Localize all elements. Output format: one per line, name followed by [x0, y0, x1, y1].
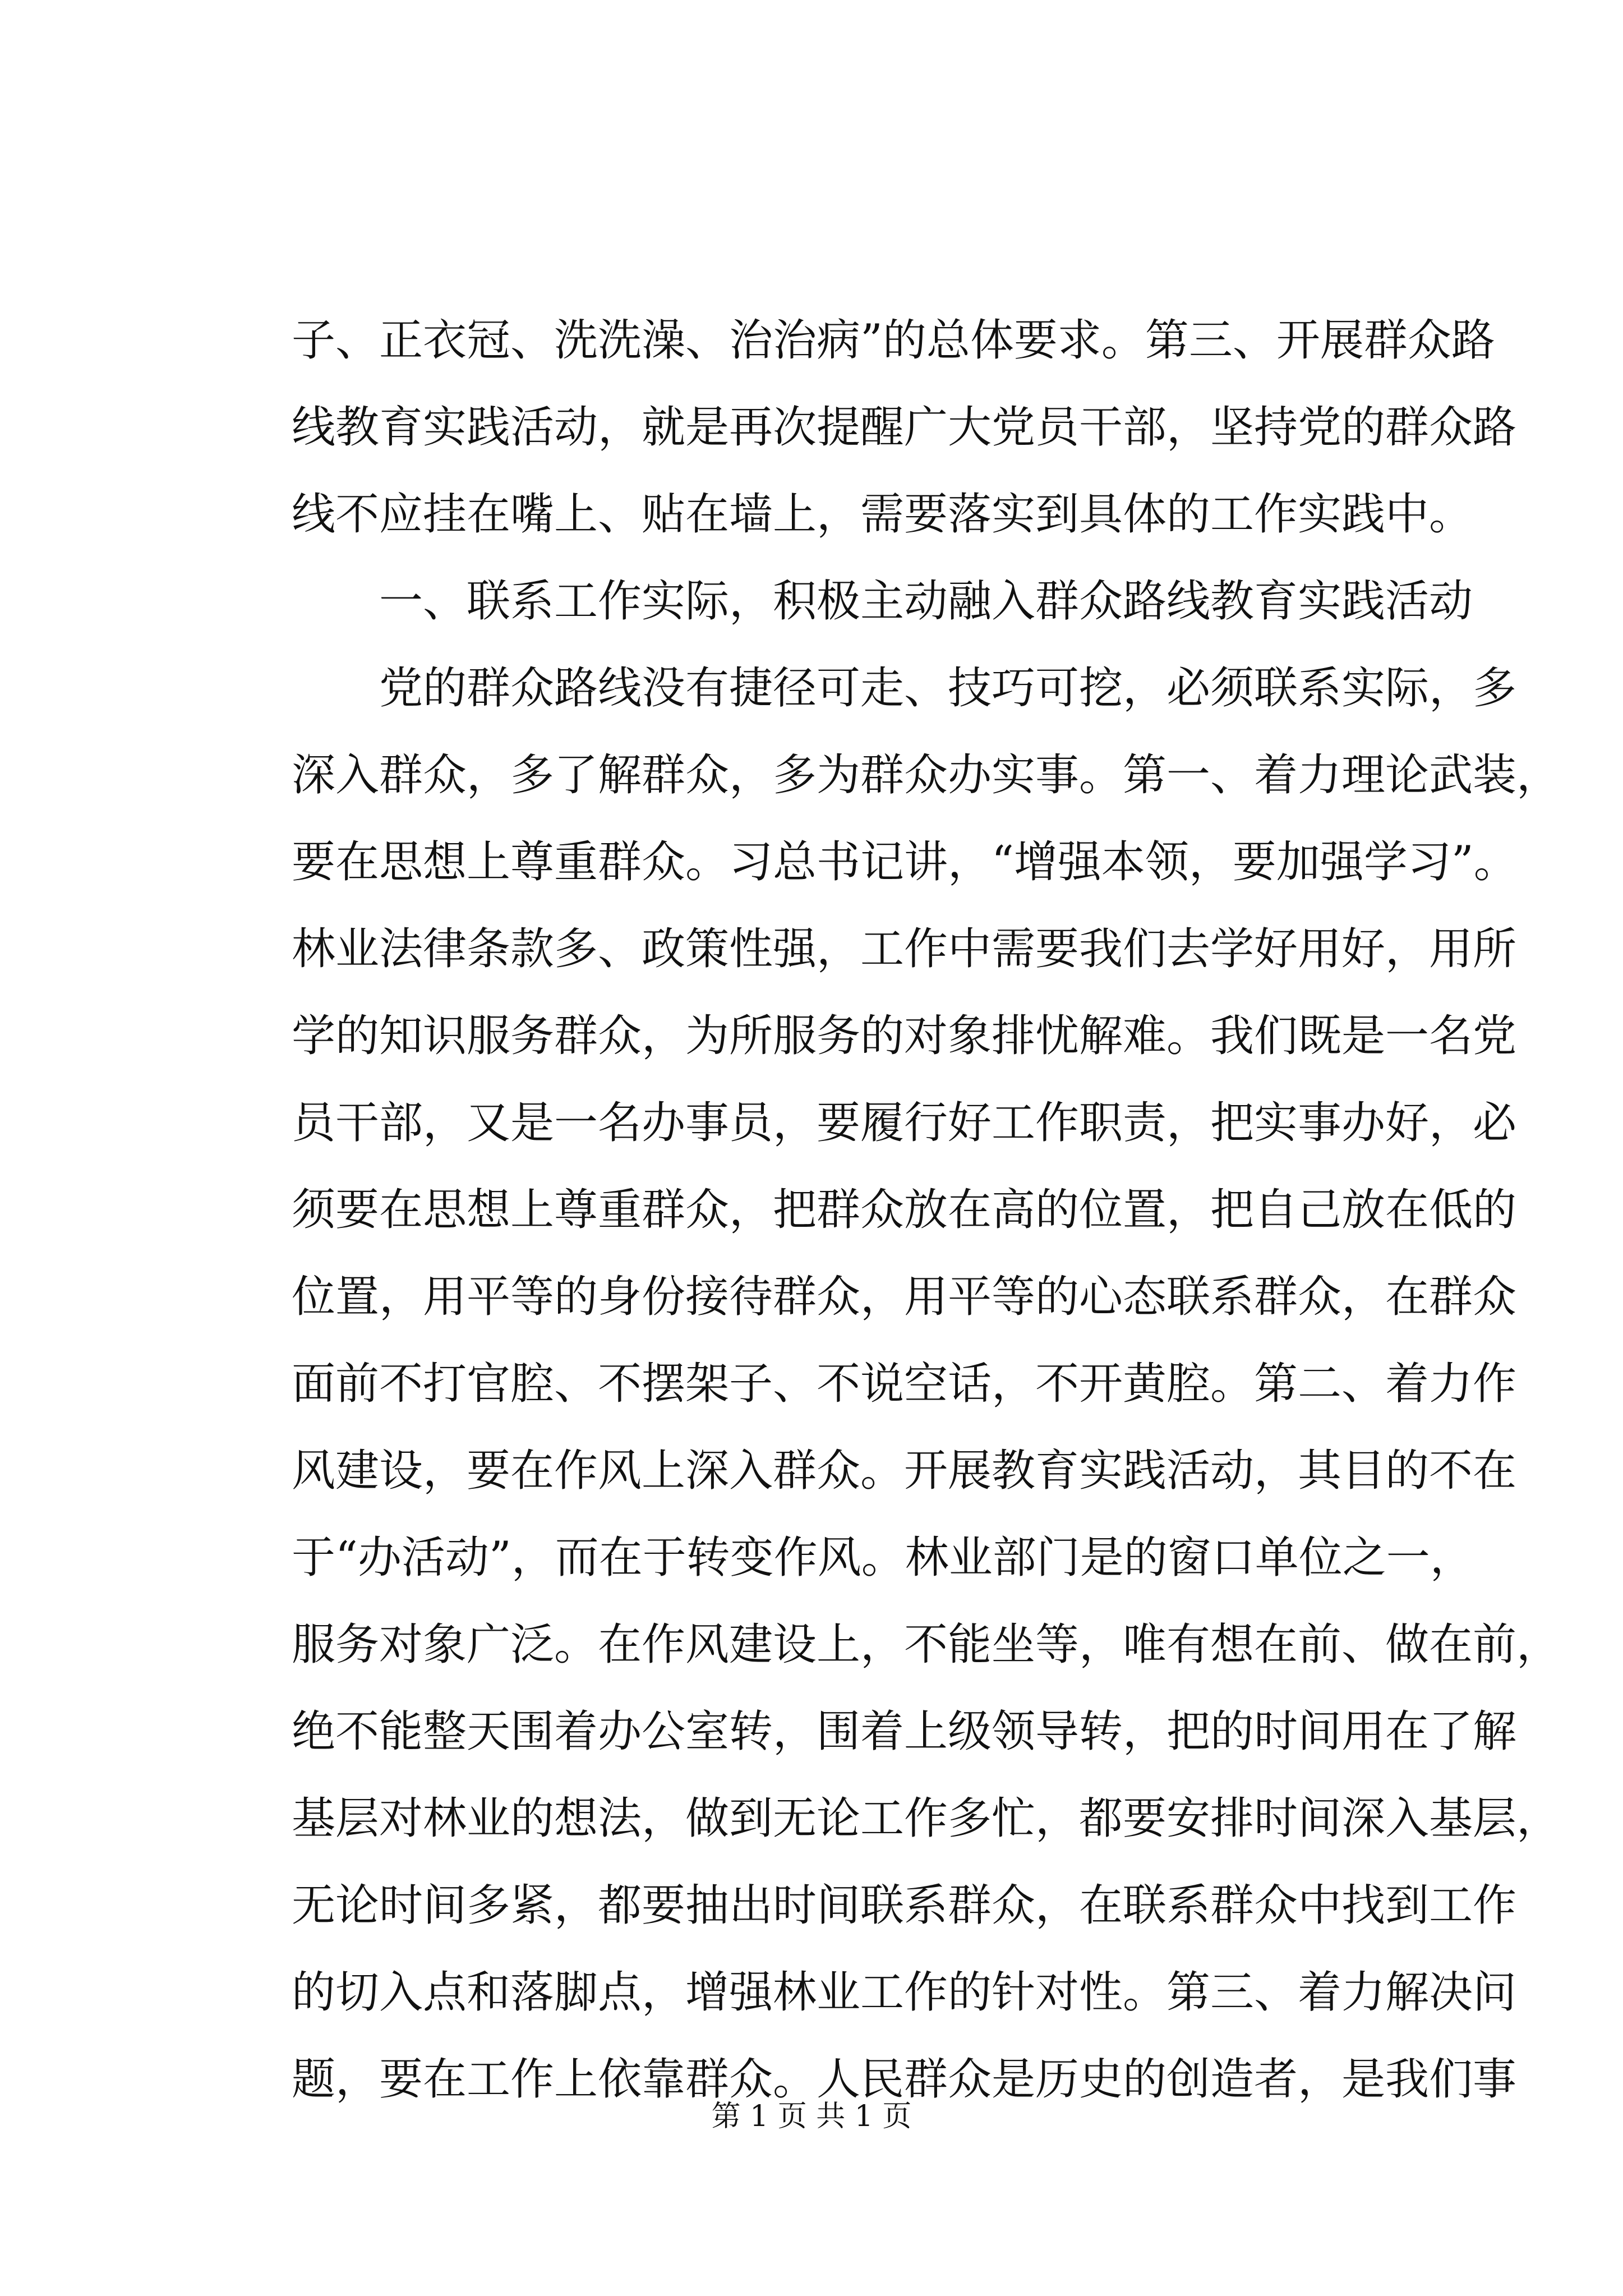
text-line: 服务对象广泛。在作风建设上，不能坐等，唯有想在前、做在前，: [292, 1619, 1561, 1670]
text-line: 子、正衣冠、洗洗澡、治治病”的总体要求。第三、开展群众路: [292, 315, 1495, 366]
page-number-label: 第 1 页 共 1 页: [711, 2100, 912, 2133]
text-line: 的切入点和落脚点，增强林业工作的针对性。第三、着力解决问: [292, 1967, 1517, 2018]
page-footer: [0, 2097, 1623, 2136]
text-line: 须要在思想上尊重群众，把群众放在高的位置，把自己放在低的: [292, 1185, 1517, 1235]
text-line: 党的群众路线没有捷径可走、技巧可挖，必须联系实际，多: [379, 663, 1517, 714]
text-line: 线教育实践活动，就是再次提醒广大党员干部，坚持党的群众路: [292, 402, 1517, 453]
section-heading: 一、联系工作实际，积极主动融入群众路线教育实践活动: [379, 576, 1473, 627]
text-line: 无论时间多紧，都要抽出时间联系群众，在联系群众中找到工作: [292, 1880, 1517, 1931]
text-line: 风建设，要在作风上深入群众。开展教育实践活动，其目的不在: [292, 1446, 1517, 1496]
document-body: [292, 297, 1561, 2123]
text-line: 林业法律条款多、政策性强，工作中需要我们去学好用好，用所: [292, 924, 1517, 974]
text-line: 面前不打官腔、不摆架子、不说空话，不开黄腔。第二、着力作: [292, 1359, 1517, 1409]
text-line: 基层对林业的想法，做到无论工作多忙，都要安排时间深入基层，: [292, 1793, 1561, 1844]
text-line: 题，要在工作上依靠群众。人民群众是历史的创造者，是我们事: [292, 2054, 1517, 2105]
text-line: 线不应挂在嘴上、贴在墙上，需要落实到具体的工作实践中。: [292, 489, 1473, 540]
text-line: 绝不能整天围着办公室转，围着上级领导转，把的时间用在了解: [292, 1706, 1517, 1757]
text-line: 位置，用平等的身份接待群众，用平等的心态联系群众，在群众: [292, 1272, 1517, 1322]
text-line: 员干部，又是一名办事员，要履行好工作职责，把实事办好，必: [292, 1098, 1517, 1148]
text-line: 于“办活动”，而在于转变作风。林业部门是的窗口单位之一，: [292, 1533, 1474, 1583]
text-line: 要在思想上尊重群众。习总书记讲，“增强本领，要加强学习”。: [292, 837, 1518, 887]
text-line: 学的知识服务群众，为所服务的对象排忧解难。我们既是一名党: [292, 1011, 1517, 1061]
text-line: 深入群众，多了解群众，多为群众办实事。第一、着力理论武装，: [292, 750, 1561, 800]
